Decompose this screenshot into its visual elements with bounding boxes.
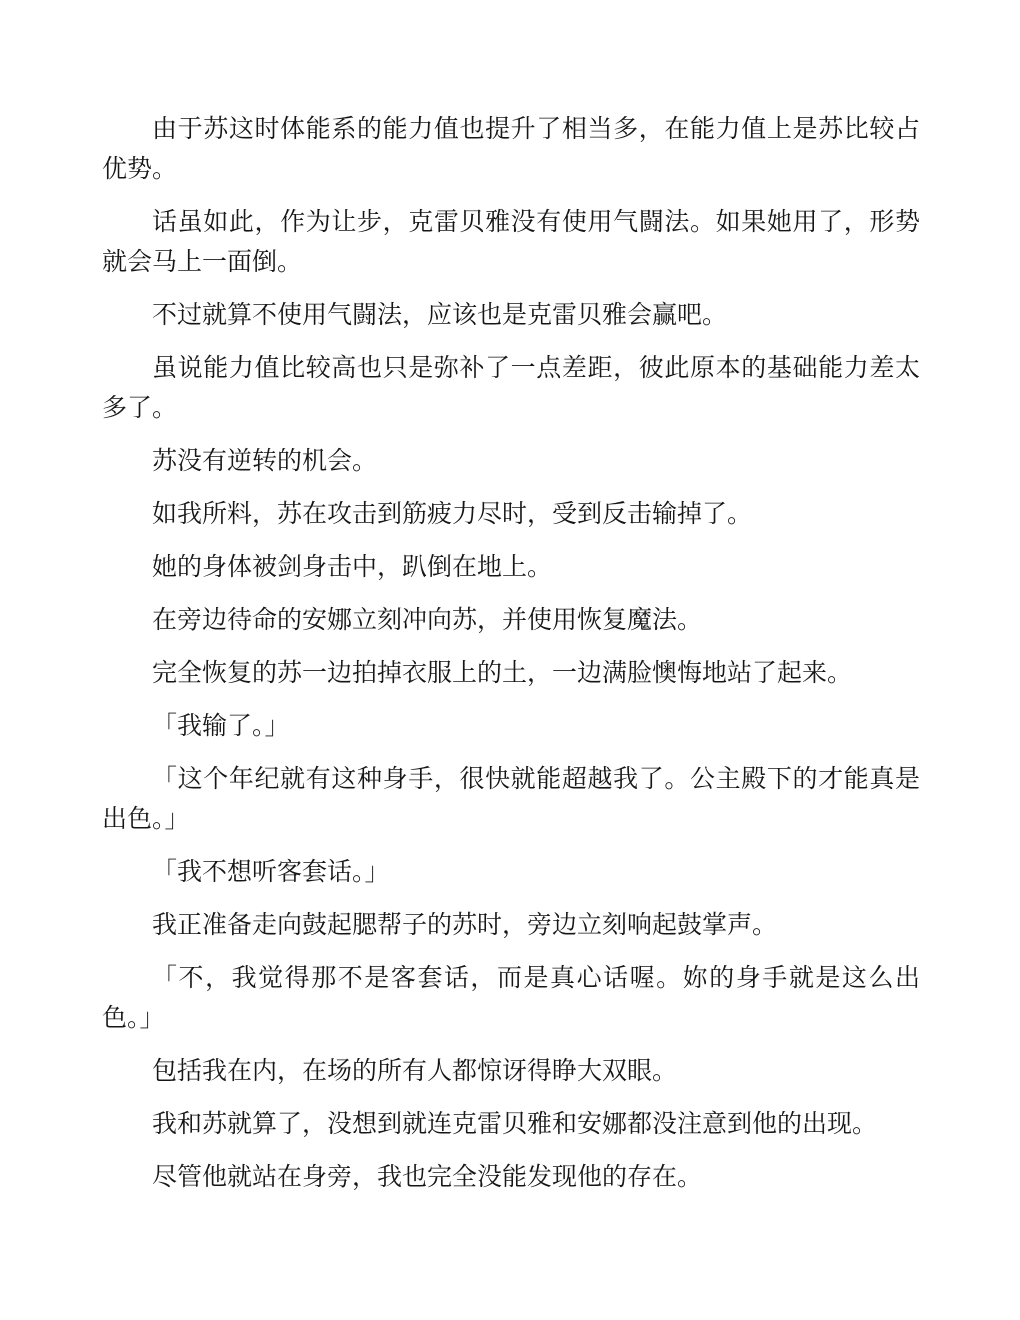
paragraph: 她的身体被剑身击中，趴倒在地上。 xyxy=(152,554,553,581)
paragraph: 「不，我觉得那不是客套话，而是真心话喔。妳的身手就是这么出色。」 xyxy=(102,965,920,1032)
paragraph: 如我所料，苏在攻击到筋疲力尽时，受到反击输掉了。 xyxy=(152,501,753,528)
paragraph: 由于苏这时体能系的能力值也提升了相当多，在能力值上是苏比较占优势。 xyxy=(102,116,920,183)
paragraph: 在旁边待命的安娜立刻冲向苏，并使用恢复魔法。 xyxy=(152,607,703,634)
paragraph: 话虽如此，作为让步，克雷贝雅没有使用气闘法。如果她用了，形势就会马上一面倒。 xyxy=(102,209,920,276)
body-text xyxy=(102,110,920,1198)
paragraph: 尽管他就站在身旁，我也完全没能发现他的存在。 xyxy=(152,1164,703,1191)
paragraph: 「我不想听客套话。」 xyxy=(152,859,390,886)
paragraph: 完全恢复的苏一边拍掉衣服上的土，一边满脸懊悔地站了起来。 xyxy=(152,660,853,687)
paragraph: 包括我在内，在场的所有人都惊讶得睁大双眼。 xyxy=(152,1058,678,1085)
paragraph: 不过就算不使用气闘法，应该也是克雷贝雅会赢吧。 xyxy=(152,302,728,329)
paragraph: 「我输了。」 xyxy=(152,713,290,740)
paragraph: 苏没有逆转的机会。 xyxy=(152,448,378,475)
paragraph: 「这个年纪就有这种身手，很快就能超越我了。公主殿下的才能真是出色。」 xyxy=(102,766,920,833)
paragraph: 我和苏就算了，没想到就连克雷贝雅和安娜都没注意到他的出现。 xyxy=(152,1111,878,1138)
paragraph: 我正准备走向鼓起腮帮子的苏时，旁边立刻响起鼓掌声。 xyxy=(152,912,778,939)
paragraph: 虽说能力值比较高也只是弥补了一点差距，彼此原本的基础能力差太多了。 xyxy=(102,355,920,422)
